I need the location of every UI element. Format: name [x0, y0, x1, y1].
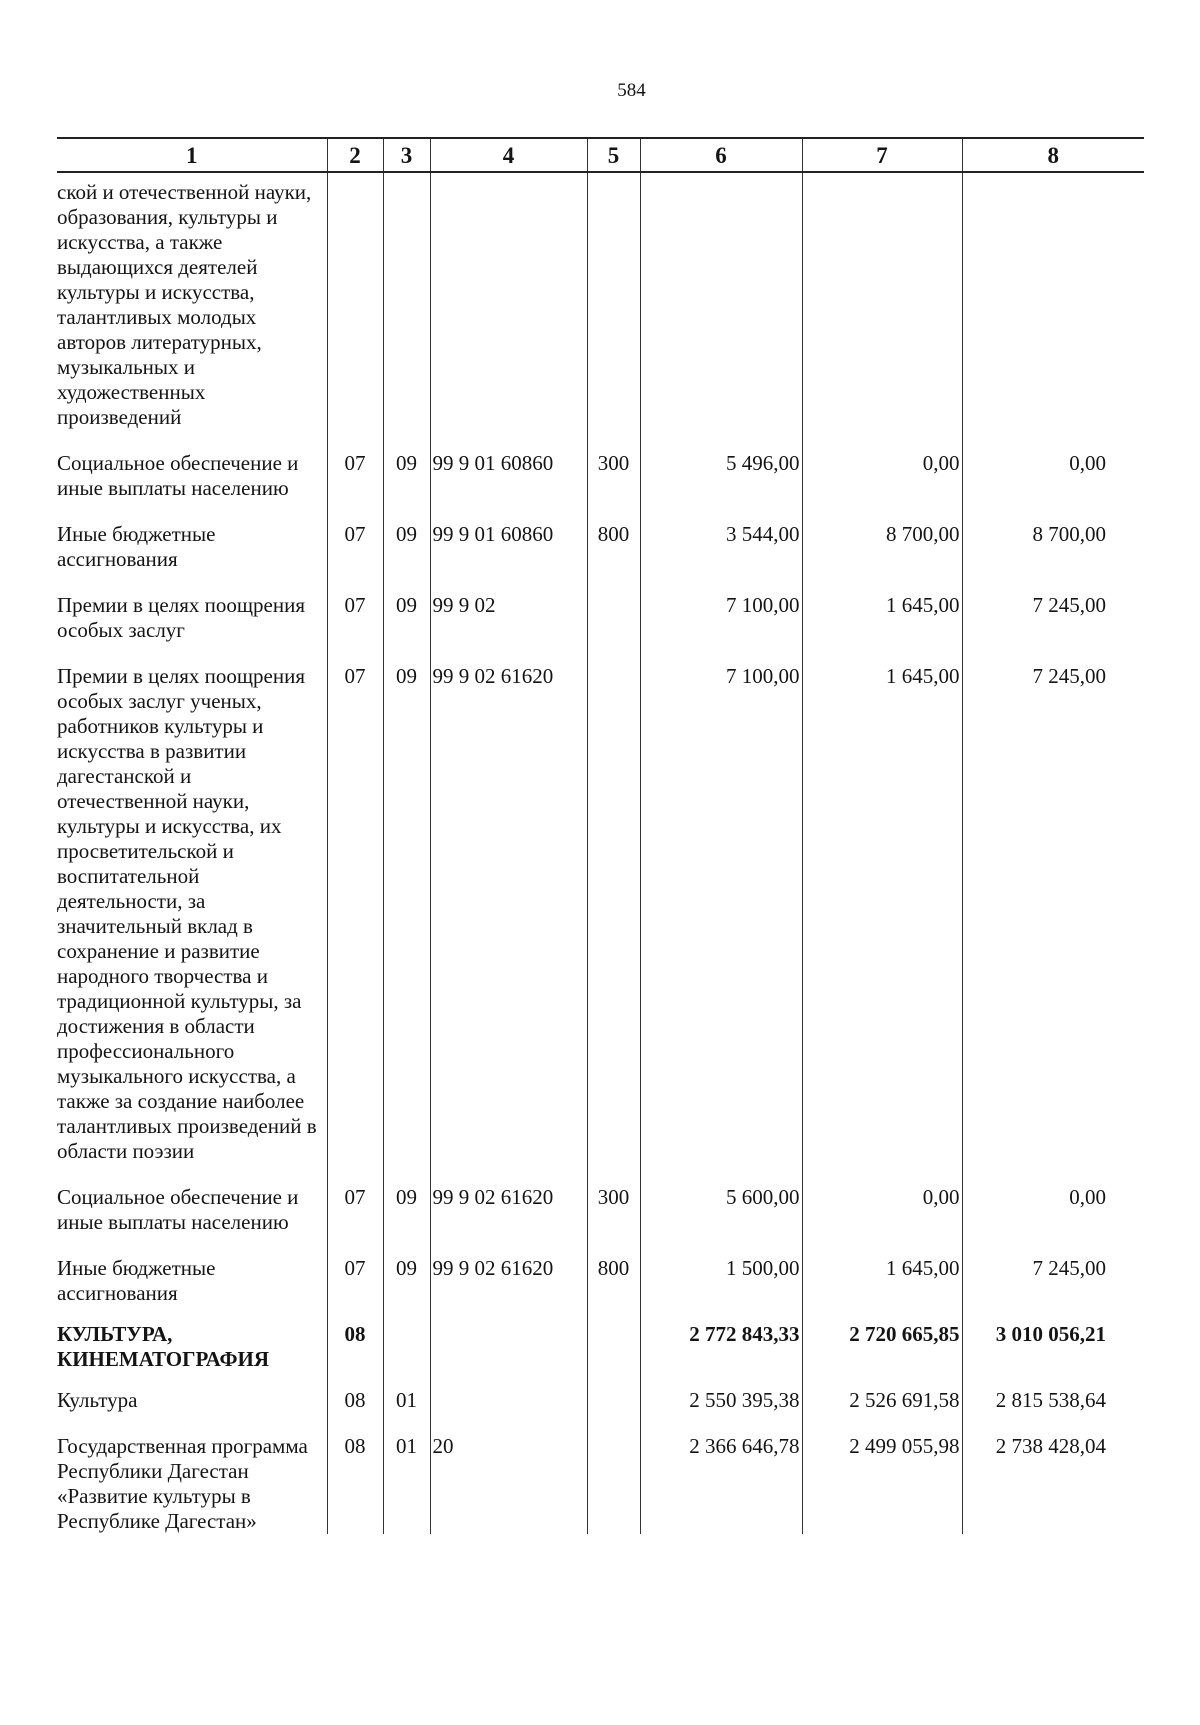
- table-row: [57, 1306, 1144, 1372]
- cell-amount-8: 7 245,00: [962, 1235, 1144, 1306]
- cell-subsection: 01: [383, 1413, 430, 1534]
- cell-expense-type: [587, 1306, 640, 1372]
- cell-section: [327, 172, 383, 430]
- cell-subsection: 09: [383, 1164, 430, 1235]
- row-name: Культура: [57, 1388, 138, 1412]
- column-header-2: 2: [327, 138, 383, 172]
- cell-amount-6: 1 500,00: [640, 1235, 802, 1306]
- cell-section: 07: [327, 430, 383, 501]
- cell-subsection: 01: [383, 1372, 430, 1413]
- row-name: ской и отечественной науки, образования, культуры и искусства, а также выдающихся деятелей культуры и искусства, талантливых молодых авторов литературных, музыкальных и художественных произведений: [57, 180, 312, 429]
- cell-section: 07: [327, 643, 383, 1164]
- cell-subsection: 09: [383, 501, 430, 572]
- cell-expense-type: 300: [587, 430, 640, 501]
- cell-amount-7: 1 645,00: [802, 572, 962, 643]
- cell-amount-7: 0,00: [802, 430, 962, 501]
- cell-target-code: 99 9 02 61620: [430, 1164, 587, 1235]
- cell-expense-type: 800: [587, 501, 640, 572]
- cell-subsection: 09: [383, 1235, 430, 1306]
- row-name: Премии в целях поощрения особых заслуг ученых, работников культуры и искусства в развитии дагестанской и отечественной науки, культуры и искусства, их просветительской и воспитательной деятельности, за значительный вклад в сохранение и развитие народного творчества и традиционной культуры, за достижения в области профессионального музыкального искусства, а также за создание наиболее талантливых произведений в области поэзии: [57, 664, 317, 1163]
- cell-amount-7: 2 720 665,85: [802, 1306, 962, 1372]
- cell-subsection: 09: [383, 643, 430, 1164]
- cell-amount-8: 0,00: [962, 1164, 1144, 1235]
- table-row: [57, 572, 1144, 643]
- page-number: 584: [617, 80, 646, 101]
- cell-expense-type: [587, 172, 640, 430]
- cell-section: 07: [327, 1235, 383, 1306]
- row-name: Социальное обеспечение и иные выплаты населению: [57, 1185, 299, 1234]
- cell-target-code: [430, 172, 587, 430]
- cell-amount-7: [802, 172, 962, 430]
- budget-table: [57, 137, 1144, 1534]
- cell-amount-8: 0,00: [962, 430, 1144, 501]
- cell-subsection: [383, 1306, 430, 1372]
- cell-target-code: 99 9 01 60860: [430, 430, 587, 501]
- cell-subsection: 09: [383, 572, 430, 643]
- cell-amount-8: 7 245,00: [962, 643, 1144, 1164]
- column-header-5: 5: [587, 138, 640, 172]
- column-header-4: 4: [430, 138, 587, 172]
- cell-section: 08: [327, 1372, 383, 1413]
- table-header: [57, 138, 1144, 172]
- cell-target-code: 99 9 02 61620: [430, 643, 587, 1164]
- cell-expense-type: [587, 643, 640, 1164]
- cell-amount-6: 5 496,00: [640, 430, 802, 501]
- cell-expense-type: 300: [587, 1164, 640, 1235]
- cell-amount-7: 1 645,00: [802, 1235, 962, 1306]
- cell-amount-6: 3 544,00: [640, 501, 802, 572]
- cell-amount-6: 7 100,00: [640, 643, 802, 1164]
- row-name: Иные бюджетные ассигнования: [57, 1256, 216, 1305]
- cell-target-code: 20: [430, 1413, 587, 1534]
- cell-amount-6: 2 550 395,38: [640, 1372, 802, 1413]
- cell-amount-8: 3 010 056,21: [962, 1306, 1144, 1372]
- cell-expense-type: [587, 1372, 640, 1413]
- table-row: [57, 1164, 1144, 1235]
- cell-section: 07: [327, 1164, 383, 1235]
- row-name: Иные бюджетные ассигнования: [57, 522, 216, 571]
- table-row: [57, 1413, 1144, 1534]
- table-row: [57, 430, 1144, 501]
- table-row: [57, 172, 1144, 430]
- cell-amount-8: 2 815 538,64: [962, 1372, 1144, 1413]
- cell-amount-6: 2 772 843,33: [640, 1306, 802, 1372]
- table-row: [57, 1372, 1144, 1413]
- cell-target-code: 99 9 02: [430, 572, 587, 643]
- cell-section: 07: [327, 501, 383, 572]
- cell-amount-7: 0,00: [802, 1164, 962, 1235]
- cell-section: 07: [327, 572, 383, 643]
- table-row: [57, 1235, 1144, 1306]
- row-name: Государственная программа Республики Дагестан «Развитие культуры в Республике Дагестан»: [57, 1434, 308, 1533]
- cell-amount-7: 2 499 055,98: [802, 1413, 962, 1534]
- cell-target-code: 99 9 02 61620: [430, 1235, 587, 1306]
- cell-subsection: 09: [383, 430, 430, 501]
- cell-amount-7: 2 526 691,58: [802, 1372, 962, 1413]
- cell-section: 08: [327, 1306, 383, 1372]
- table-row: [57, 643, 1144, 1164]
- cell-amount-7: 1 645,00: [802, 643, 962, 1164]
- cell-expense-type: [587, 572, 640, 643]
- cell-section: 08: [327, 1413, 383, 1534]
- cell-amount-7: 8 700,00: [802, 501, 962, 572]
- row-name: Премии в целях поощрения особых заслуг: [57, 593, 305, 642]
- cell-target-code: 99 9 01 60860: [430, 501, 587, 572]
- row-name: КУЛЬТУРА, КИНЕМАТОГРАФИЯ: [57, 1322, 269, 1371]
- table-row: [57, 501, 1144, 572]
- cell-target-code: [430, 1372, 587, 1413]
- cell-target-code: [430, 1306, 587, 1372]
- column-header-1: 1: [57, 138, 327, 172]
- cell-amount-8: [962, 172, 1144, 430]
- cell-expense-type: [587, 1413, 640, 1534]
- header-row: [57, 138, 1144, 172]
- column-header-3: 3: [383, 138, 430, 172]
- column-header-7: 7: [802, 138, 962, 172]
- cell-amount-6: 7 100,00: [640, 572, 802, 643]
- column-header-6: 6: [640, 138, 802, 172]
- cell-amount-6: 5 600,00: [640, 1164, 802, 1235]
- cell-amount-8: 7 245,00: [962, 572, 1144, 643]
- cell-expense-type: 800: [587, 1235, 640, 1306]
- row-name: Социальное обеспечение и иные выплаты населению: [57, 451, 299, 500]
- cell-amount-8: 8 700,00: [962, 501, 1144, 572]
- cell-amount-6: [640, 172, 802, 430]
- cell-subsection: [383, 172, 430, 430]
- cell-amount-6: 2 366 646,78: [640, 1413, 802, 1534]
- cell-amount-8: 2 738 428,04: [962, 1413, 1144, 1534]
- column-header-8: 8: [962, 138, 1144, 172]
